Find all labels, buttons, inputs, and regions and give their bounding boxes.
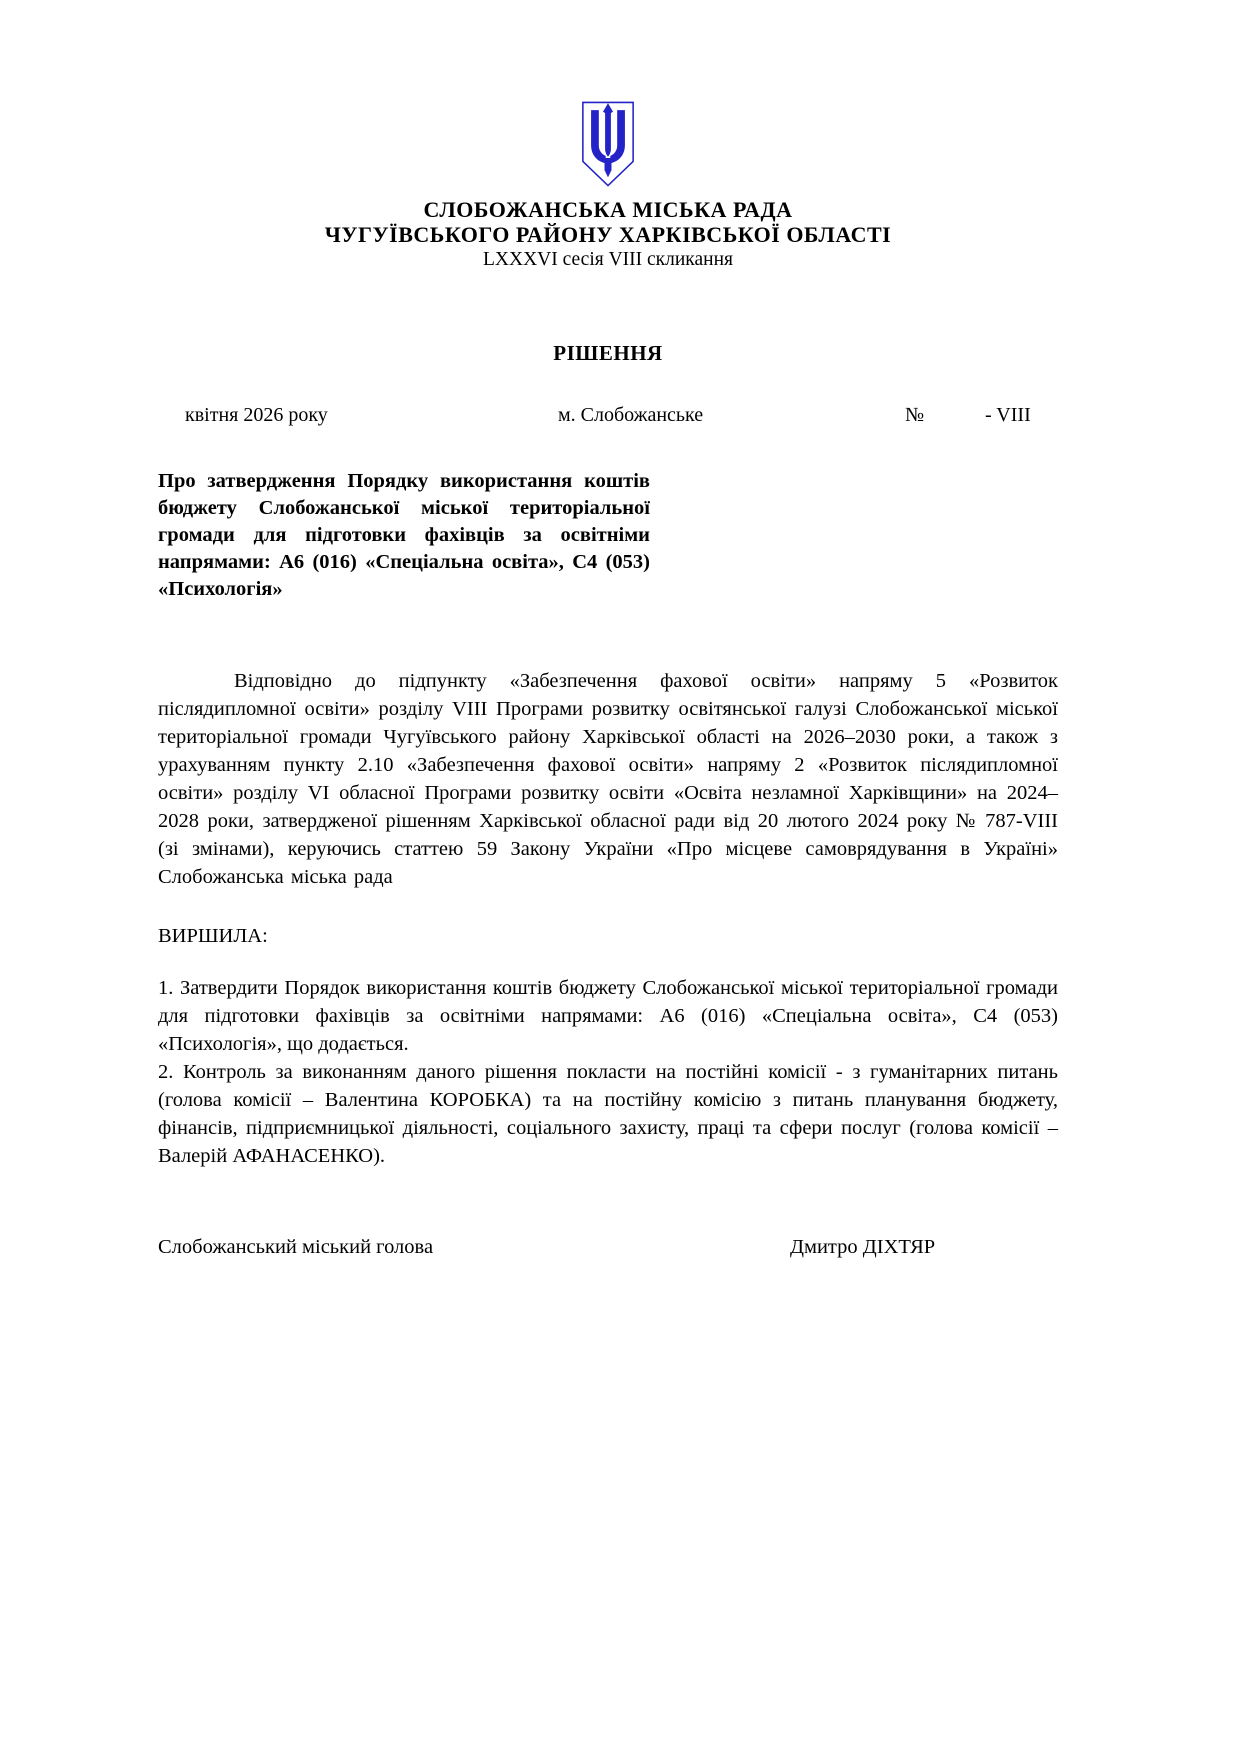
resolution-items <box>158 974 1058 1170</box>
ukraine-trident-emblem-icon <box>579 98 637 190</box>
council-name-heading: СЛОБОЖАНСЬКА МІСЬКА РАДА <box>423 197 793 222</box>
document-place: м. Слобожанське <box>558 404 704 426</box>
district-heading: ЧУГУЇВСЬКОГО РАЙОНУ ХАРКІВСЬКОЇ ОБЛАСТІ <box>324 222 892 247</box>
session-line: LXXXVI сесія VIII скликання <box>483 249 733 270</box>
signature-row <box>158 1236 1058 1262</box>
document-preamble: Відповідно до підпункту «Забезпечення фахової освіти» напряму 5 «Розвиток післядипломної освіти» розділу VIII Програми розвитку освітянської галузі Слобожанської міської територіальної громади Чугуївського району Харківської області на 2026–2030 роки, а також з урахуванням пункту 2.10 «Забезпечення фахової освіти» напряму 2 «Розвиток післядипломної освіти» розділу VI обласної Програми розвитку освіти «Освіта незламної Харківщини» на 2024–2028 роки, затвердженої рішенням Харківської обласної ради від 20 лютого 2024 року № 787-VIII (зі змінами), керуючись статтею 59 Закону України «Про місцеве самоврядування в Україні» Слобожанська міська рада <box>158 670 1058 888</box>
document-content <box>158 0 1058 1262</box>
signature-name: Дмитро ДІХТЯР <box>790 1236 936 1258</box>
date-place-number-row <box>158 404 1058 430</box>
document-type-title: РІШЕННЯ <box>553 341 663 365</box>
document-subject: Про затвердження Порядку використання коштів бюджету Слобожанської міської територіальної громади для підготовки фахівців за освітніми напрямами: А6 (016) «Спеціальна освіта», С4 (053) «Психологія» <box>158 470 650 600</box>
resolution-item-2: 2. Контроль за виконанням даного рішення покласти на постійні комісії - з гуманітарних питань (голова комісії – Валентина КОРОБКА) та на постійну комісію з питань планування бюджету, фінансів, підприємницької діяльності, соціального захисту, праці та сфери послуг (голова комісії – Валерій АФАНАСЕНКО). <box>158 1061 1058 1167</box>
emblem-container <box>158 98 1058 190</box>
document-number-suffix: - VIII <box>985 404 1031 426</box>
document-number-sign: № <box>905 404 925 426</box>
document-date: квітня 2026 року <box>185 404 328 426</box>
signature-position-title: Слобожанський міський голова <box>158 1236 434 1258</box>
resolution-item-1: 1. Затвердити Порядок використання коштів бюджету Слобожанської міської територіальної громади для підготовки фахівців за освітніми напрямами: А6 (016) «Спеціальна освіта», С4 (053) «Психологія», що додається. <box>158 977 1058 1055</box>
resolved-label: ВИРШИЛА: <box>158 925 268 947</box>
